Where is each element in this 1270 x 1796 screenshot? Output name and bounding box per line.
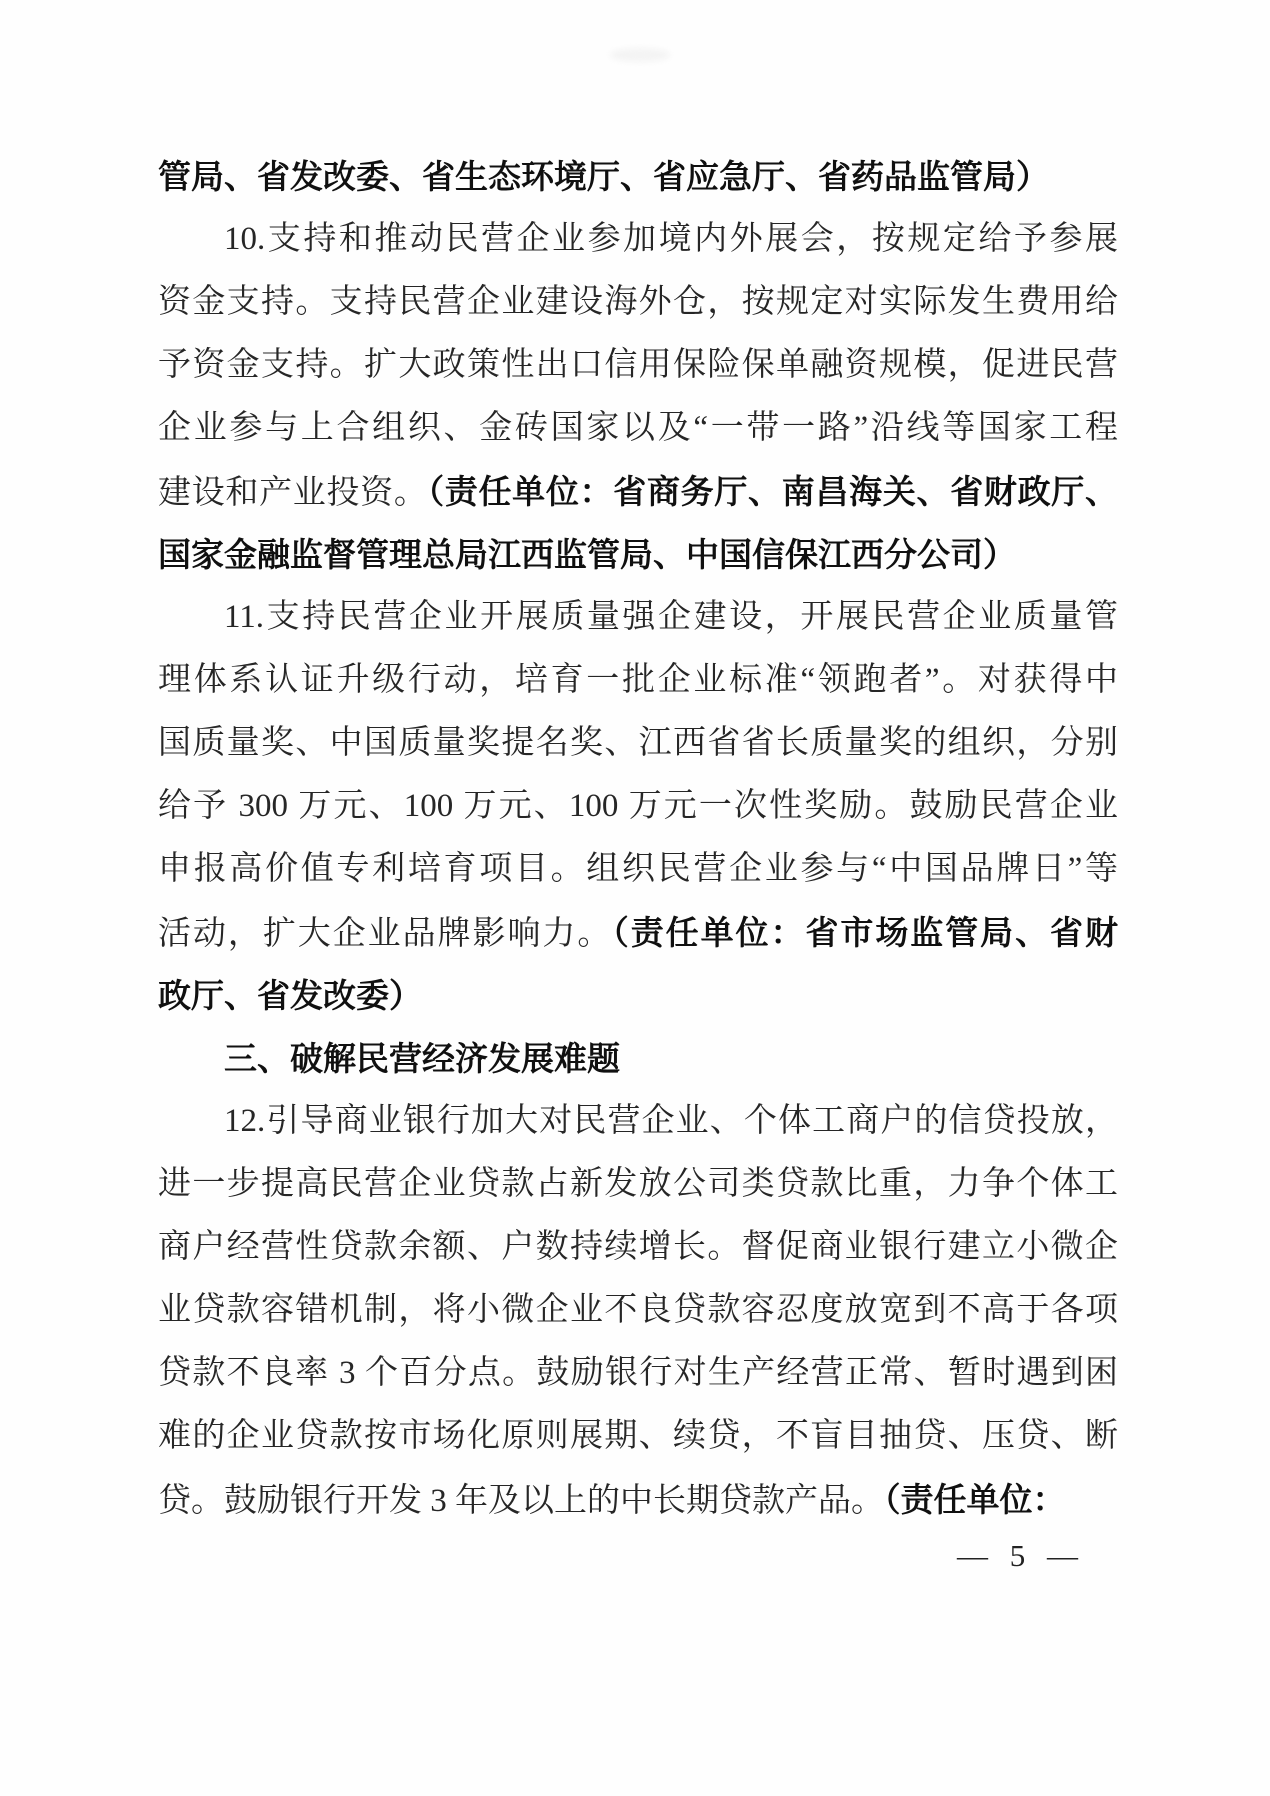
text-line (158, 1216, 1118, 1279)
text-run: 11.支持民营企业开展质量强企建设，开展民营企业质量管 (224, 599, 1118, 635)
text-line (158, 271, 1118, 334)
text-run: 建设和产业投资。 (158, 475, 428, 511)
text-line (158, 964, 1118, 1027)
bold-text-run: 三、破解民营经济发展难题 (224, 1040, 620, 1077)
bold-text-run: 管局、省发改委、省生态环境厅、省应急厅、省药品监管局） (158, 158, 1049, 195)
document-body (158, 145, 1118, 1531)
text-line (158, 145, 1118, 208)
text-run: 商户经营性贷款余额、户数持续增长。督促商业银行建立小微企 (158, 1229, 1118, 1265)
bold-text-run: （责任单位：省市场监管局、省财 (612, 914, 1119, 951)
para-9-continuation (158, 145, 1118, 208)
text-line (158, 523, 1118, 586)
text-line (158, 397, 1118, 460)
para-12 (158, 1090, 1118, 1531)
text-run: 贷。鼓励银行开发 3 年及以上的中长期贷款产品。 (158, 1483, 884, 1519)
text-run: 进一步提高民营企业贷款占新发放公司类贷款比重，力争个体工 (158, 1166, 1118, 1202)
text-line (158, 1279, 1118, 1342)
text-run: 予资金支持。扩大政策性出口信用保险保单融资规模，促进民营 (158, 347, 1118, 383)
text-line (158, 712, 1118, 775)
text-line (158, 901, 1118, 964)
bold-text-run: 国家金融监督管理总局江西监管局、中国信保江西分公司） (158, 536, 1016, 573)
bold-text-run: （责任单位： (884, 1481, 1066, 1518)
text-run: 申报高价值专利培育项目。组织民营企业参与“中国品牌日”等 (158, 851, 1118, 887)
text-line (158, 1405, 1118, 1468)
text-run: 资金支持。支持民营企业建设海外仓，按规定对实际发生费用给 (158, 284, 1118, 320)
bold-text-run: 政厅、省发改委） (158, 977, 422, 1014)
text-line (158, 208, 1118, 271)
section-heading-3 (158, 1027, 1118, 1090)
text-run: 10.支持和推动民营企业参加境内外展会，按规定给予参展 (224, 221, 1118, 257)
text-line (158, 838, 1118, 901)
text-run: 12.引导商业银行加大对民营企业、个体工商户的信贷投放， (224, 1103, 1118, 1139)
para-10 (158, 208, 1118, 586)
text-line (158, 775, 1118, 838)
text-line (158, 586, 1118, 649)
text-line (158, 460, 1118, 523)
text-run: 理体系认证升级行动，培育一批企业标准“领跑者”。对获得中 (158, 662, 1118, 698)
scan-artifact (610, 48, 670, 62)
text-run: 业贷款容错机制，将小微企业不良贷款容忍度放宽到不高于各项 (158, 1292, 1118, 1328)
text-line (158, 1468, 1118, 1531)
text-line (158, 1027, 1118, 1090)
page-number: — 5 — (957, 1538, 1078, 1573)
text-run: 难的企业贷款按市场化原则展期、续贷，不盲目抽贷、压贷、断 (158, 1418, 1118, 1454)
text-line (158, 334, 1118, 397)
text-line (158, 1090, 1118, 1153)
text-run: 给予 300 万元、100 万元、100 万元一次性奖励。鼓励民营企业 (158, 788, 1118, 824)
bold-text-run: （责任单位：省商务厅、南昌海关、省财政厅、 (427, 473, 1119, 510)
text-run: 国质量奖、中国质量奖提名奖、江西省省长质量奖的组织，分别 (158, 725, 1118, 761)
text-line (158, 1153, 1118, 1216)
text-line (158, 649, 1118, 712)
para-11 (158, 586, 1118, 1027)
text-run: 活动，扩大企业品牌影响力。 (158, 916, 613, 952)
text-line (158, 1342, 1118, 1405)
text-run: 企业参与上合组织、金砖国家以及“一带一路”沿线等国家工程 (158, 410, 1118, 446)
text-run: 贷款不良率 3 个百分点。鼓励银行对生产经营正常、暂时遇到困 (158, 1355, 1118, 1391)
